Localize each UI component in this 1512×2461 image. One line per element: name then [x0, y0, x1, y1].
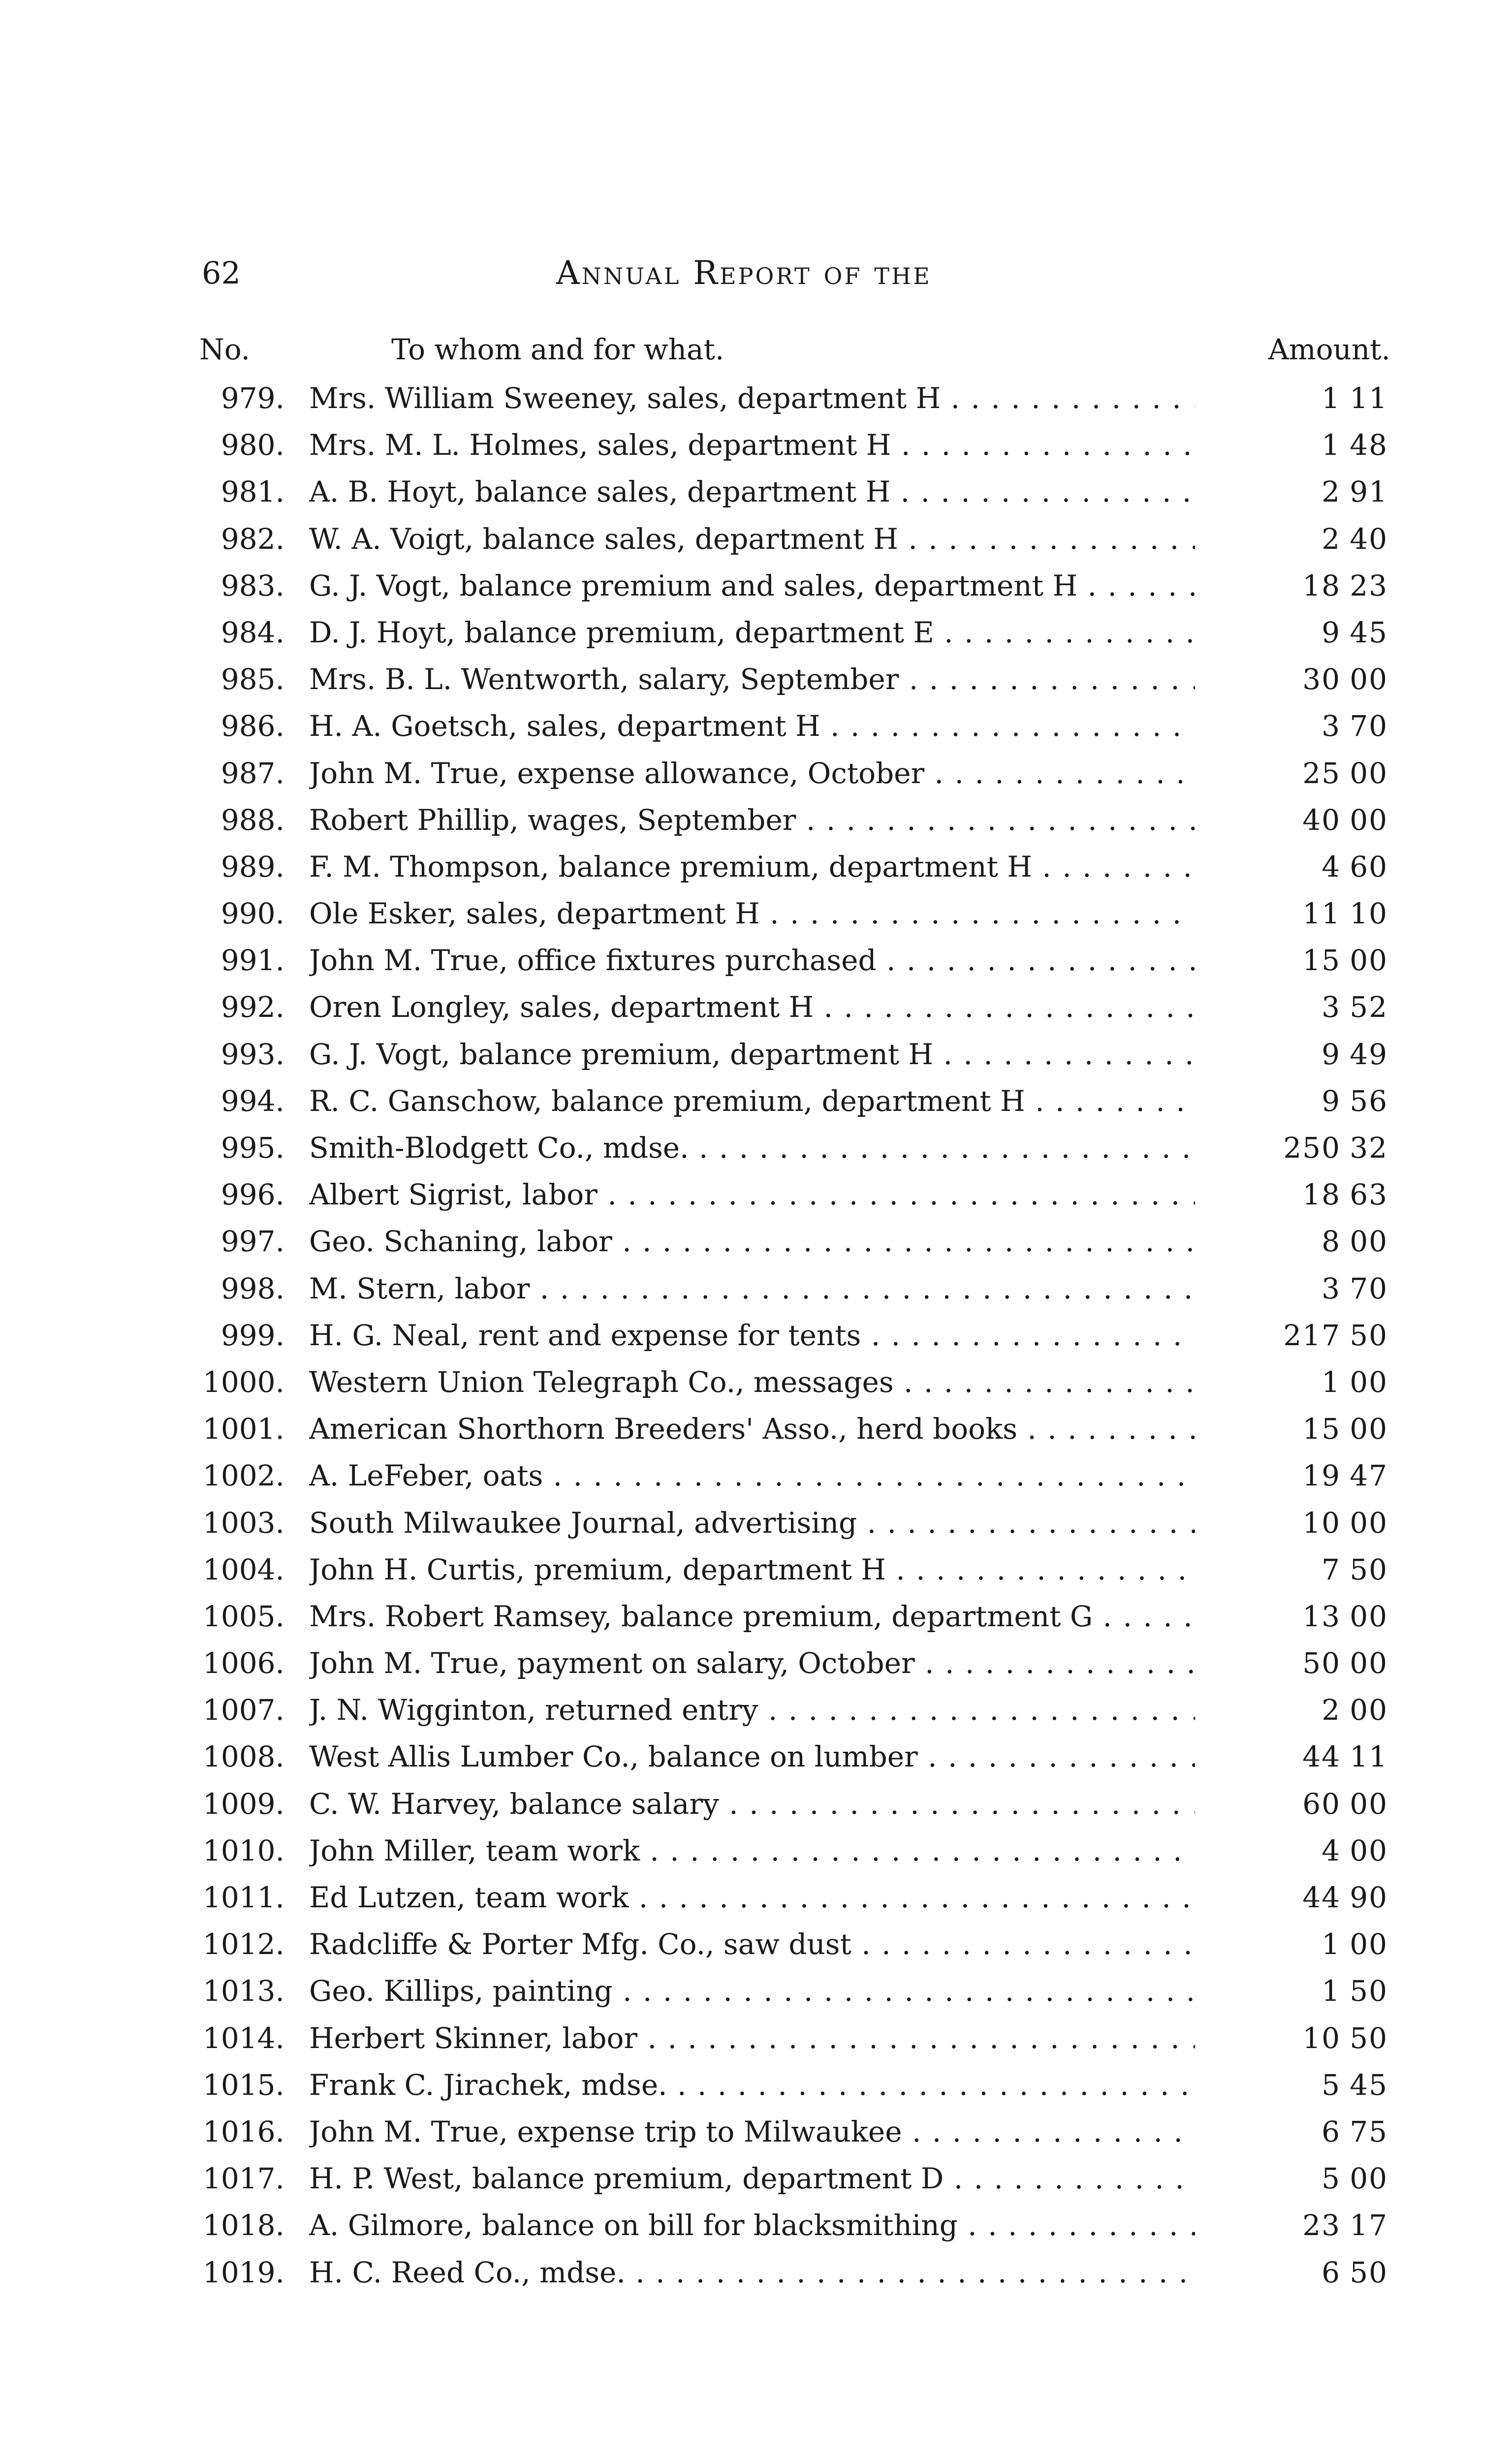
- entry-description: John M. True, payment on salary, October . . .: [309, 1640, 1195, 1687]
- amount-dollars: 6: [1322, 2114, 1341, 2148]
- entry-description: A. B. Hoyt, balance sales, department H . . .: [309, 469, 1195, 515]
- table-row: [177, 1640, 1388, 1687]
- entry-amount: [1240, 1734, 1388, 1780]
- table-row: [177, 1359, 1388, 1406]
- amount-dollars: 1: [1322, 1974, 1341, 2008]
- entry-number: 990.: [220, 897, 284, 931]
- entry-description: Smith-Blodgett Co., mdse. . . .: [309, 1125, 1195, 1171]
- entry-amount: [1240, 2155, 1388, 2202]
- entry-number: 996.: [220, 1178, 284, 1212]
- entry-amount: [1240, 1687, 1388, 1734]
- amount-cents: 45: [1350, 2068, 1388, 2102]
- entry-description: J. N. Wigginton, returned entry . . .: [309, 1687, 1195, 1734]
- entry-description: C. W. Harvey, balance salary . . .: [309, 1781, 1195, 1828]
- amount-cents: 50: [1350, 1974, 1388, 2008]
- amount-cents: 23: [1350, 568, 1388, 602]
- entry-description: H. G. Neal, rent and expense for tents . . .: [309, 1312, 1195, 1359]
- amount-cents: 70: [1350, 1271, 1388, 1305]
- entry-amount: [1240, 1828, 1388, 1874]
- entry-amount: [1240, 1171, 1388, 1218]
- entry-number: 1003.: [202, 1506, 284, 1540]
- entry-number: 1018.: [202, 2209, 284, 2242]
- entry-number: 995.: [220, 1131, 284, 1165]
- entry-description: John M. True, office fixtures purchased . . .: [309, 937, 1195, 984]
- amount-cents: 00: [1350, 2162, 1388, 2196]
- entry-amount: [1240, 1781, 1388, 1828]
- amount-cents: 00: [1350, 1833, 1388, 1867]
- entry-amount: [1240, 563, 1388, 609]
- entry-description: H. C. Reed Co., mdse. . . .: [309, 2249, 1195, 2296]
- entry-number: 1016.: [202, 2114, 284, 2148]
- entry-description: South Milwaukee Journal, advertising . . .: [309, 1500, 1195, 1546]
- entry-number: 992.: [220, 990, 284, 1024]
- table-row: [177, 469, 1388, 515]
- entry-number: 997.: [220, 1225, 284, 1259]
- entry-number: 983.: [220, 568, 284, 602]
- entry-description: Ed Lutzen, team work . . .: [309, 1874, 1195, 1921]
- amount-cents: 00: [1350, 1365, 1388, 1399]
- amount-cents: 10: [1350, 897, 1388, 931]
- entry-number: 1007.: [202, 1693, 284, 1727]
- table-row: [177, 1828, 1388, 1874]
- entry-number: 1011.: [202, 1881, 284, 1914]
- entries-list: [177, 375, 1388, 2296]
- table-row: [177, 1500, 1388, 1546]
- amount-dollars: 7: [1322, 1552, 1341, 1586]
- entry-amount: [1240, 2109, 1388, 2155]
- entry-amount: [1240, 422, 1388, 469]
- table-row: [177, 2249, 1388, 2296]
- table-row: [177, 1171, 1388, 1218]
- table-row: [177, 1687, 1388, 1734]
- amount-cents: 40: [1350, 522, 1388, 556]
- table-row: [177, 1312, 1388, 1359]
- amount-dollars: 10: [1302, 1506, 1341, 1540]
- entry-amount: [1240, 1125, 1388, 1171]
- amount-dollars: 30: [1302, 663, 1341, 696]
- amount-cents: 50: [1350, 1552, 1388, 1586]
- entry-amount: [1240, 1406, 1388, 1452]
- amount-dollars: 4: [1322, 850, 1341, 883]
- entry-amount: [1240, 890, 1388, 937]
- amount-dollars: 25: [1302, 756, 1341, 790]
- table-row: [177, 375, 1388, 422]
- entry-number: 998.: [220, 1271, 284, 1305]
- entry-number: 981.: [220, 475, 284, 509]
- amount-dollars: 8: [1322, 1225, 1341, 1259]
- amount-cents: 63: [1350, 1178, 1388, 1212]
- entry-description: Mrs. William Sweeney, sales, department H . . .: [309, 375, 1195, 422]
- entry-description: West Allis Lumber Co., balance on lumber . . .: [309, 1734, 1195, 1780]
- amount-cents: 49: [1350, 1037, 1388, 1071]
- amount-dollars: 5: [1322, 2162, 1341, 2196]
- table-row: [177, 1218, 1388, 1265]
- entry-amount: [1240, 937, 1388, 984]
- entry-number: 993.: [220, 1037, 284, 1071]
- amount-dollars: 5: [1322, 2068, 1341, 2102]
- entry-description: Radcliffe & Porter Mfg. Co., saw dust . . .: [309, 1921, 1195, 1968]
- entry-amount: [1240, 1874, 1388, 1921]
- table-row: [177, 516, 1388, 563]
- amount-cents: 00: [1350, 1787, 1388, 1821]
- entry-number: 989.: [220, 850, 284, 883]
- entry-description: John M. True, expense allowance, October . . .: [309, 750, 1195, 797]
- entry-amount: [1240, 1968, 1388, 2015]
- amount-dollars: 2: [1322, 475, 1341, 509]
- amount-dollars: 3: [1322, 1271, 1341, 1305]
- amount-dollars: 250: [1283, 1131, 1341, 1165]
- amount-dollars: 9: [1322, 615, 1341, 649]
- entry-amount: [1240, 2249, 1388, 2296]
- entry-description: G. J. Vogt, balance premium, department H . . .: [309, 1031, 1195, 1078]
- entry-amount: [1240, 469, 1388, 515]
- table-row: [177, 1781, 1388, 1828]
- amount-cents: 00: [1350, 1225, 1388, 1259]
- amount-cents: 11: [1350, 381, 1388, 415]
- entry-number: 994.: [220, 1084, 284, 1118]
- entry-amount: [1240, 2015, 1388, 2062]
- entry-number: 1012.: [202, 1927, 284, 1961]
- amount-cents: 17: [1350, 2209, 1388, 2242]
- amount-cents: 56: [1350, 1084, 1388, 1118]
- entry-description: Albert Sigrist, labor . . .: [309, 1171, 1195, 1218]
- amount-cents: 48: [1350, 428, 1388, 462]
- entry-description: Mrs. M. L. Holmes, sales, department H . . .: [309, 422, 1195, 469]
- table-row: [177, 1874, 1388, 1921]
- entry-number: 986.: [220, 709, 284, 743]
- entry-number: 1013.: [202, 1974, 284, 2008]
- amount-dollars: 9: [1322, 1037, 1341, 1071]
- entry-description: Robert Phillip, wages, September . . .: [309, 797, 1195, 844]
- entry-number: 1009.: [202, 1787, 284, 1821]
- entry-amount: [1240, 1546, 1388, 1593]
- entry-number: 985.: [220, 663, 284, 696]
- table-row: [177, 844, 1388, 890]
- table-row: [177, 797, 1388, 844]
- entry-description: Ole Esker, sales, department H . . .: [309, 890, 1195, 937]
- entry-description: John H. Curtis, premium, department H . . .: [309, 1546, 1195, 1593]
- amount-cents: 00: [1350, 1412, 1388, 1446]
- amount-dollars: 6: [1322, 2255, 1341, 2289]
- entry-description: Oren Longley, sales, department H . . .: [309, 984, 1195, 1031]
- table-row: [177, 422, 1388, 469]
- entry-description: Mrs. B. L. Wentworth, salary, September . . .: [309, 656, 1195, 703]
- amount-cents: 45: [1350, 615, 1388, 649]
- column-headers: [199, 325, 1390, 374]
- table-row: [177, 2015, 1388, 2062]
- amount-cents: 91: [1350, 475, 1388, 509]
- page-number: 62: [202, 255, 241, 291]
- amount-cents: 00: [1350, 1599, 1388, 1633]
- entry-description: Western Union Telegraph Co., messages . . .: [309, 1359, 1195, 1406]
- amount-cents: 90: [1350, 1881, 1388, 1914]
- entry-description: Herbert Skinner, labor . . .: [309, 2015, 1195, 2062]
- amount-dollars: 1: [1322, 1927, 1341, 1961]
- entry-amount: [1240, 516, 1388, 563]
- entry-amount: [1240, 2202, 1388, 2249]
- entry-description: Mrs. Robert Ramsey, balance premium, department G . . .: [309, 1593, 1195, 1640]
- amount-dollars: 3: [1322, 709, 1341, 743]
- table-row: [177, 1593, 1388, 1640]
- table-row: [177, 703, 1388, 750]
- entry-number: 984.: [220, 615, 284, 649]
- column-header-amount: Amount.: [1268, 333, 1390, 366]
- entry-amount: [1240, 1452, 1388, 1499]
- amount-cents: 47: [1350, 1459, 1388, 1493]
- table-row: [177, 1968, 1388, 2015]
- running-head: [202, 246, 1393, 300]
- table-row: [177, 2109, 1388, 2155]
- table-row: [177, 890, 1388, 937]
- entry-amount: [1240, 2062, 1388, 2109]
- amount-dollars: 3: [1322, 990, 1341, 1024]
- table-row: [177, 1125, 1388, 1171]
- table-row: [177, 1265, 1388, 1312]
- entry-description: R. C. Ganschow, balance premium, department H . . .: [309, 1078, 1195, 1125]
- amount-cents: 00: [1350, 1927, 1388, 1961]
- entry-number: 1004.: [202, 1552, 284, 1586]
- entry-amount: [1240, 656, 1388, 703]
- amount-cents: 00: [1350, 756, 1388, 790]
- entry-description: Geo. Schaning, labor . . .: [309, 1218, 1195, 1265]
- amount-cents: 00: [1350, 803, 1388, 837]
- amount-cents: 32: [1350, 1131, 1388, 1165]
- amount-cents: 00: [1350, 944, 1388, 978]
- table-row: [177, 609, 1388, 656]
- table-row: [177, 2202, 1388, 2249]
- amount-dollars: 50: [1302, 1646, 1341, 1680]
- entry-number: 1010.: [202, 1833, 284, 1867]
- amount-cents: 50: [1350, 2021, 1388, 2055]
- entry-number: 988.: [220, 803, 284, 837]
- entry-amount: [1240, 750, 1388, 797]
- entry-description: Geo. Killips, painting . . .: [309, 1968, 1195, 2015]
- table-row: [177, 1452, 1388, 1499]
- entry-amount: [1240, 1031, 1388, 1078]
- amount-dollars: 60: [1302, 1787, 1341, 1821]
- table-row: [177, 937, 1388, 984]
- entry-description: G. J. Vogt, balance premium and sales, department H . . .: [309, 563, 1195, 609]
- table-row: [177, 1734, 1388, 1780]
- entry-number: 1015.: [202, 2068, 284, 2102]
- entry-amount: [1240, 1078, 1388, 1125]
- amount-dollars: 40: [1302, 803, 1341, 837]
- table-row: [177, 984, 1388, 1031]
- table-row: [177, 563, 1388, 609]
- entry-number: 1001.: [202, 1412, 284, 1446]
- amount-cents: 00: [1350, 1646, 1388, 1680]
- amount-cents: 75: [1350, 2114, 1388, 2148]
- entry-amount: [1240, 1312, 1388, 1359]
- amount-dollars: 15: [1302, 1412, 1341, 1446]
- amount-dollars: 13: [1302, 1599, 1341, 1633]
- entry-description: H. A. Goetsch, sales, department H . . .: [309, 703, 1195, 750]
- entry-description: American Shorthorn Breeders' Asso., herd books . . .: [309, 1406, 1195, 1452]
- entry-amount: [1240, 1218, 1388, 1265]
- amount-cents: 70: [1350, 709, 1388, 743]
- entry-description: A. Gilmore, balance on bill for blacksmithing . . .: [309, 2202, 1195, 2249]
- amount-dollars: 18: [1302, 1178, 1341, 1212]
- entry-number: 982.: [220, 522, 284, 556]
- entry-description: F. M. Thompson, balance premium, department H . . .: [309, 844, 1195, 890]
- amount-dollars: 9: [1322, 1084, 1341, 1118]
- table-row: [177, 1921, 1388, 1968]
- entry-number: 1014.: [202, 2021, 284, 2055]
- table-row: [177, 2155, 1388, 2202]
- entry-amount: [1240, 609, 1388, 656]
- amount-dollars: 1: [1322, 428, 1341, 462]
- entry-amount: [1240, 797, 1388, 844]
- table-row: [177, 1406, 1388, 1452]
- entry-description: D. J. Hoyt, balance premium, department E . . .: [309, 609, 1195, 656]
- amount-cents: 00: [1350, 1693, 1388, 1727]
- entry-number: 1006.: [202, 1646, 284, 1680]
- amount-dollars: 15: [1302, 944, 1341, 978]
- entry-amount: [1240, 1359, 1388, 1406]
- amount-dollars: 44: [1302, 1740, 1341, 1774]
- entry-description: John Miller, team work . . .: [309, 1828, 1195, 1874]
- entry-description: Frank C. Jirachek, mdse. . . .: [309, 2062, 1195, 2109]
- entry-number: 1005.: [202, 1599, 284, 1633]
- entry-number: 1008.: [202, 1740, 284, 1774]
- entry-amount: [1240, 984, 1388, 1031]
- amount-dollars: 11: [1302, 897, 1341, 931]
- entry-number: 1000.: [202, 1365, 284, 1399]
- amount-dollars: 2: [1322, 522, 1341, 556]
- amount-cents: 00: [1350, 1506, 1388, 1540]
- amount-dollars: 19: [1302, 1459, 1341, 1493]
- entry-number: 991.: [220, 944, 284, 978]
- amount-cents: 60: [1350, 850, 1388, 883]
- table-row: [177, 1031, 1388, 1078]
- entry-amount: [1240, 703, 1388, 750]
- amount-dollars: 2: [1322, 1693, 1341, 1727]
- amount-cents: 50: [1350, 1318, 1388, 1352]
- amount-cents: 50: [1350, 2255, 1388, 2289]
- running-title: Annual Report of the: [556, 254, 932, 292]
- entry-number: 980.: [220, 428, 284, 462]
- amount-dollars: 23: [1302, 2209, 1341, 2242]
- entry-amount: [1240, 1640, 1388, 1687]
- entry-number: 1017.: [202, 2162, 284, 2196]
- table-row: [177, 1546, 1388, 1593]
- table-row: [177, 656, 1388, 703]
- entry-number: 987.: [220, 756, 284, 790]
- amount-dollars: 44: [1302, 1881, 1341, 1914]
- amount-dollars: 10: [1302, 2021, 1341, 2055]
- entry-amount: [1240, 1500, 1388, 1546]
- column-header-no: No.: [199, 333, 251, 366]
- amount-dollars: 4: [1322, 1833, 1341, 1867]
- entry-description: John M. True, expense trip to Milwaukee . . .: [309, 2109, 1195, 2155]
- entry-description: A. LeFeber, oats . . .: [309, 1452, 1195, 1499]
- amount-dollars: 1: [1322, 381, 1341, 415]
- entry-number: 1002.: [202, 1459, 284, 1493]
- amount-cents: 00: [1350, 663, 1388, 696]
- entry-description: H. P. West, balance premium, department D . . .: [309, 2155, 1195, 2202]
- amount-dollars: 1: [1322, 1365, 1341, 1399]
- entry-description: W. A. Voigt, balance sales, department H . . .: [309, 516, 1195, 563]
- amount-cents: 11: [1350, 1740, 1388, 1774]
- entry-number: 999.: [220, 1318, 284, 1352]
- amount-dollars: 217: [1283, 1318, 1341, 1352]
- table-row: [177, 2062, 1388, 2109]
- entry-amount: [1240, 1265, 1388, 1312]
- entry-amount: [1240, 844, 1388, 890]
- table-row: [177, 750, 1388, 797]
- entry-description: M. Stern, labor . . .: [309, 1265, 1195, 1312]
- table-row: [177, 1078, 1388, 1125]
- entry-amount: [1240, 1921, 1388, 1968]
- amount-cents: 52: [1350, 990, 1388, 1024]
- amount-dollars: 18: [1302, 568, 1341, 602]
- entry-amount: [1240, 1593, 1388, 1640]
- entry-number: 1019.: [202, 2255, 284, 2289]
- entry-amount: [1240, 375, 1388, 422]
- entry-number: 979.: [220, 381, 284, 415]
- column-header-description: To whom and for what.: [391, 333, 724, 366]
